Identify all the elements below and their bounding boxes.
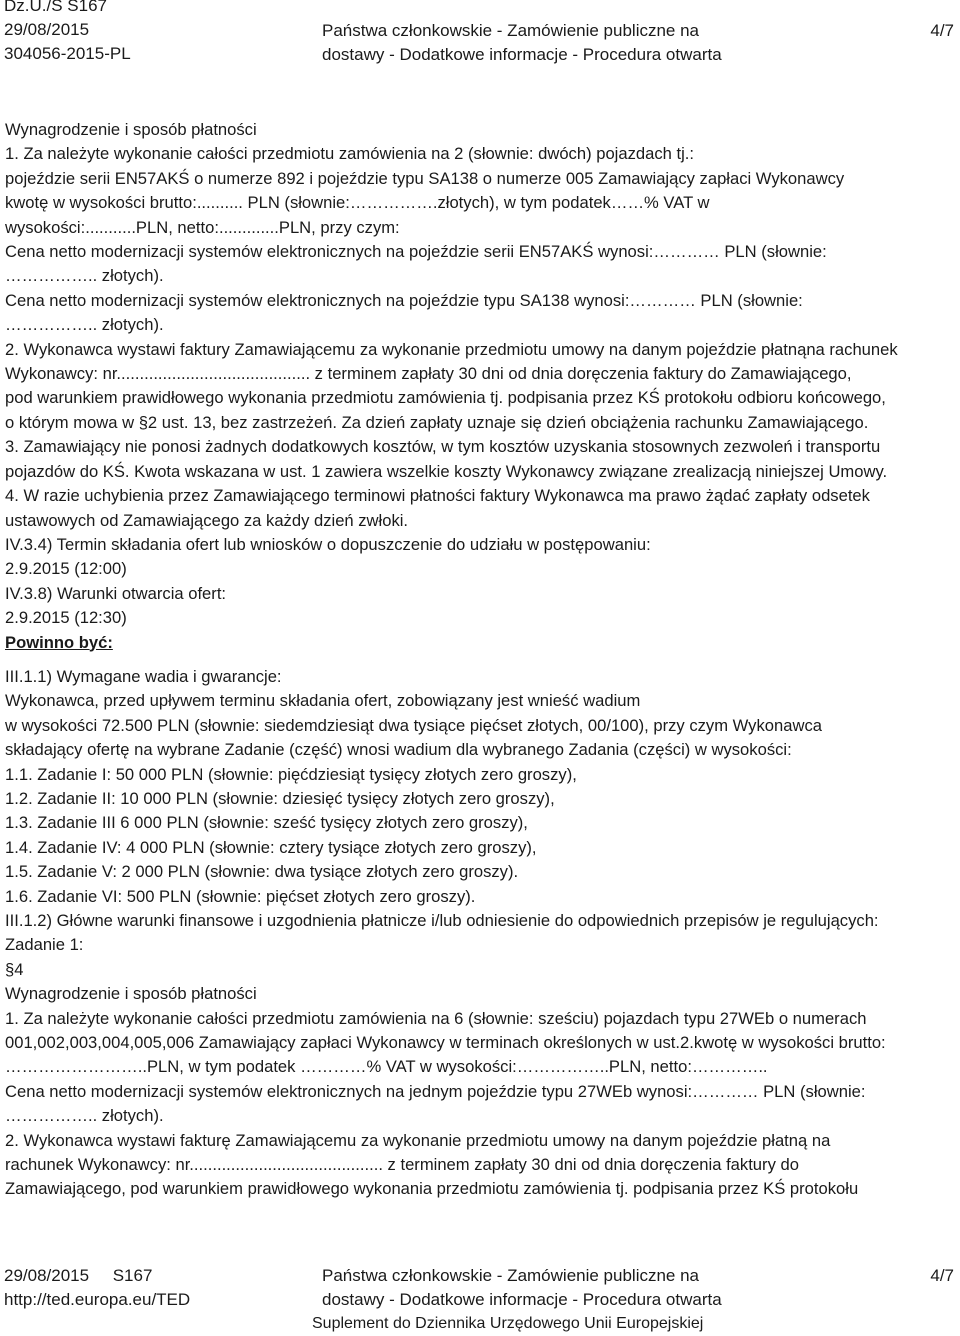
text-line: 1. Za należyte wykonanie całości przedmiotu zamówienia na 2 (słownie: dwóch) pojazdach tj.: — [5, 144, 694, 164]
text-line: ustawowych od Zamawiającego za każdy dzień zwłoki. — [5, 510, 409, 530]
text-line: pod warunkiem prawidłowego wykonania przedmiotu zamówienia tj. podpisania przez KŚ protokołu odbioru końcowego, — [5, 388, 886, 408]
page-footer — [0, 1264, 960, 1334]
text-line: …………….. złotych). — [5, 266, 164, 286]
text-line: 2.9.2015 (12:00) — [5, 559, 127, 579]
text-line: III.1.2) Główne warunki finansowe i uzgodnienia płatnicze i/lub odniesienie do odpowiednich przepisów je regulujących: — [5, 911, 879, 930]
header-center — [322, 19, 792, 67]
document-body — [5, 118, 955, 1202]
notice-number: 304056-2015-PL — [4, 44, 131, 63]
text-line: wysokości:...........PLN, netto:.............PLN, przy czym: — [5, 217, 400, 237]
text-line: w wysokości 72.500 PLN (słownie: siedemdziesiąt dwa tysiące pięćset złotych, 00/100), przy czym Wykonawca — [5, 715, 822, 735]
text-line: 001,002,003,004,005,006 Zamawiający zapłaci Wykonawcy w terminach określonych w ust.2.kwotę w wysokości brutto: — [5, 1033, 886, 1053]
footer-left — [4, 1264, 190, 1312]
footer-title-line1: Państwa członkowskie - Zamówienie publiczne na — [322, 1266, 700, 1285]
header-date: 29/08/2015 — [4, 20, 90, 39]
text-line: 1. Za należyte wykonanie całości przedmiotu zamówienia na 6 (słownie: sześciu) pojazdach typu 27WEb o numerach — [5, 1008, 867, 1028]
header-title-line2: dostawy - Dodatkowe informacje - Procedura otwarta — [322, 45, 722, 64]
text-line: Zadanie 1: — [5, 935, 84, 955]
text-line: …………….. złotych). — [5, 1106, 164, 1126]
header-title-line1: Państwa członkowskie - Zamówienie publiczne na — [322, 21, 700, 40]
text-line: Cena netto modernizacji systemów elektronicznych na pojeździe typu SA138 wynosi:………… PLN (słownie: — [5, 290, 803, 310]
header-left — [4, 0, 131, 66]
footer-page-number: 4/7 — [930, 1266, 954, 1285]
footer-supplement: Suplement do Dziennika Urzędowego Unii Europejskiej — [312, 1315, 704, 1332]
text-line: pojeździe serii EN57AKŚ o numerze 892 i pojeździe typu SA138 o numerze 005 Zamawiający zapłaci Wykonawcy — [5, 168, 845, 188]
footer-url: http://ted.europa.eu/TED — [4, 1290, 191, 1309]
text-line: …………….. złotych). — [5, 315, 164, 335]
header-page-number: 4/7 — [930, 21, 954, 40]
text-line: 1.2. Zadanie II: 10 000 PLN (słownie: dziesięć tysięcy złotych zero groszy), — [5, 788, 555, 808]
text-line: Wykonawcy: nr.......................................... z terminem zapłaty 30 dni od dnia doręczenia faktury do Zamawiającego, — [5, 364, 852, 384]
text-line: §4 — [5, 959, 24, 979]
text-line: Wynagrodzenie i sposób płatności — [5, 120, 257, 139]
footer-date-ref: 29/08/2015 S167 — [4, 1266, 153, 1285]
text-line: Cena netto modernizacji systemów elektronicznych na jednym pojeździe typu 27WEb wynosi:………… PLN (słownie: — [5, 1081, 866, 1101]
text-line: Cena netto modernizacji systemów elektronicznych na pojeździe serii EN57AKŚ wynosi:………… PLN (słownie: — [5, 242, 827, 262]
text-line: pojazdów do KŚ. Kwota wskazana w ust. 1 zawiera wszelkie koszty Wykonawcy związane zrealizacją niniejszej Umowy. — [5, 461, 888, 481]
text-line: kwotę w wysokości brutto:.......... PLN (słownie:…………….złotych), w tym podatek……% VAT w — [5, 193, 710, 213]
footer-center — [312, 1264, 792, 1336]
text-line: 1.3. Zadanie III 6 000 PLN (słownie: sześć tysięcy złotych zero groszy), — [5, 813, 528, 833]
text-line: 1.1. Zadanie I: 50 000 PLN (słownie: pięćdziesiąt tysięcy złotych zero groszy), — [5, 764, 577, 784]
text-line: 2. Wykonawca wystawi faktury Zamawiającemu za wykonanie przedmiotu umowy na danym pojeździe płatnąna rachunek — [5, 339, 898, 359]
journal-ref: Dz.U./S S167 — [4, 0, 107, 15]
footer-title-line2: dostawy - Dodatkowe informacje - Procedura otwarta — [322, 1290, 722, 1309]
text-line: 4. W razie uchybienia przez Zamawiającego terminowi płatności faktury Wykonawca ma prawo żądać zapłaty odsetek — [5, 486, 870, 506]
text-line: 1.5. Zadanie V: 2 000 PLN (słownie: dwa tysiące złotych zero groszy). — [5, 862, 519, 882]
text-line: Zamawiającego, pod warunkiem prawidłowego wykonania przedmiotu zamówienia tj. podpisania przez KŚ protokołu — [5, 1179, 859, 1199]
text-line: III.1.1) Wymagane wadia i gwarancje: — [5, 666, 282, 686]
text-line: Wykonawca, przed upływem terminu składania ofert, zobowiązany jest wnieść wadium — [5, 691, 641, 711]
text-line: 2. Wykonawca wystawi fakturę Zamawiającemu za wykonanie przedmiotu umowy na danym pojeździe płatną na — [5, 1130, 831, 1150]
text-line: składający ofertę na wybrane Zadanie (część) wnosi wadium dla wybranego Zadania (części) w wysokości: — [5, 740, 792, 760]
page-header — [0, 0, 960, 70]
text-line: ……………………..PLN, w tym podatek …………% VAT w wysokości:……………..PLN, netto:………….. — [5, 1057, 768, 1077]
text-line: IV.3.8) Warunki otwarcia ofert: — [5, 583, 227, 603]
text-line: 2.9.2015 (12:30) — [5, 608, 127, 628]
text-line: rachunek Wykonawcy: nr.......................................... z terminem zapłaty 30 dni od dnia doręczenia faktury do — [5, 1155, 799, 1175]
text-line: IV.3.4) Termin składania ofert lub wniosków o dopuszczenie do udziału w postępowaniu: — [5, 534, 651, 554]
should-be-heading: Powinno być: — [5, 632, 113, 652]
text-line: o którym mowa w §2 ust. 13, bez zastrzeżeń. Za dzień zapłaty uznaje się dzień obciążenia rachunku Zamawiającego. — [5, 412, 869, 432]
spacer — [5, 655, 955, 665]
text-line: 1.4. Zadanie IV: 4 000 PLN (słownie: cztery tysiące złotych zero groszy), — [5, 837, 537, 857]
text-line: 1.6. Zadanie VI: 500 PLN (słownie: pięćset złotych zero groszy). — [5, 886, 476, 906]
text-line: Wynagrodzenie i sposób płatności — [5, 984, 257, 1004]
text-line: 3. Zamawiający nie ponosi żadnych dodatkowych kosztów, w tym kosztów uzyskania stosownych zezwoleń i transportu — [5, 437, 881, 457]
